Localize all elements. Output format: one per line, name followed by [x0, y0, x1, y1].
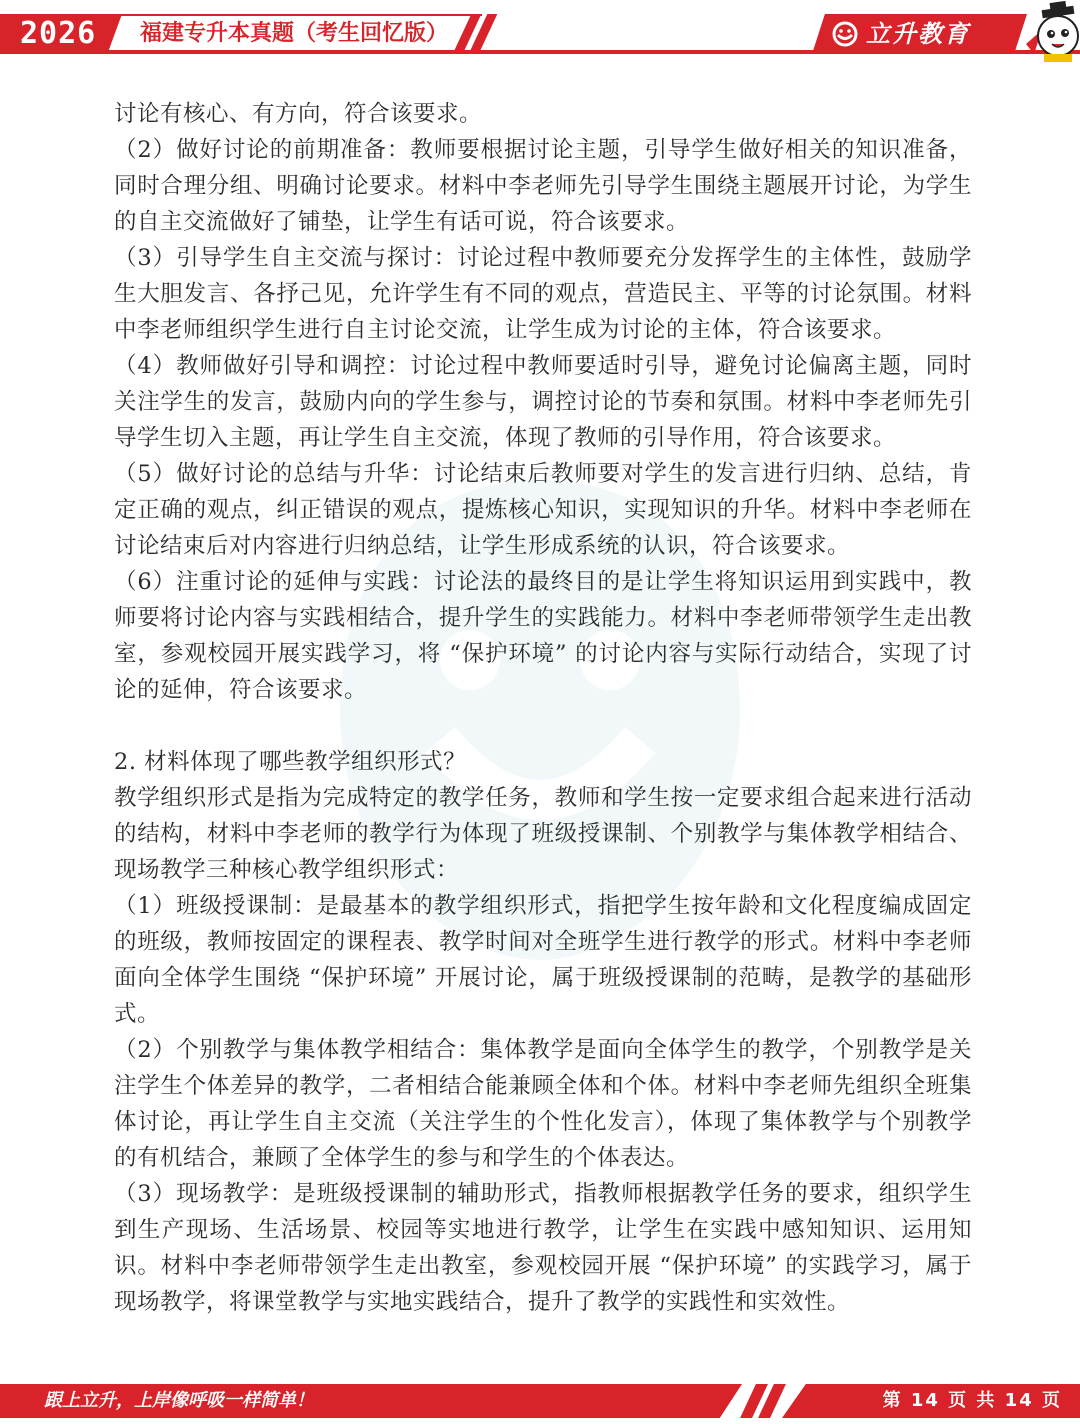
paragraph: 讨论有核心、有方向，符合该要求。	[114, 101, 483, 127]
paragraph: （2）个别教学与集体教学相结合：集体教学是面向全体学生的教学，个别教学是关注学生个体差异的教学，二者相结合能兼顾全体和个体。材料中李老师先组织全班集体讨论，再让学生自主交流（关注学生的个性化发言），体现了集体教学与个别教学的有机结合，兼顾了全体学生的参与和学生的个体表达。	[114, 1037, 972, 1171]
paragraph: （6）注重讨论的延伸与实践：讨论法的最终目的是让学生将知识运用到实践中，教师要将讨论内容与实践相结合，提升学生的实践能力。材料中李老师带领学生走出教室，参观校园开展实践学习，将 “保护环境” 的讨论内容与实际行动结合，实现了讨论的延伸，符合该要求。	[114, 569, 972, 703]
page-header	[0, 0, 1080, 70]
footer-slogan: 跟上立升，上岸像呼吸一样简单！	[44, 1390, 314, 1411]
mascot-icon	[1022, 0, 1080, 62]
header-year: 2026	[20, 16, 97, 51]
brand-logo-icon	[830, 19, 860, 49]
paragraph: （1）班级授课制：是最基本的教学组织形式，指把学生按年龄和文化程度编成固定的班级，教师按固定的课程表、教学时间对全班学生进行教学的形式。材料中李老师面向全体学生围绕 “保护环境” 开展讨论，属于班级授课制的范畴，是教学的基础形式。	[114, 893, 972, 1027]
document-body	[114, 96, 972, 1320]
page-footer	[0, 1380, 1080, 1424]
paragraph-spacer	[114, 708, 972, 744]
page-number: 第 14 页 共 14 页	[882, 1390, 1062, 1411]
paragraph: 教学组织形式是指为完成特定的教学任务，教师和学生按一定要求组合起来进行活动的结构，材料中李老师的教学行为体现了班级授课制、个别教学与集体教学相结合、现场教学三种核心教学组织形式：	[114, 785, 972, 883]
paragraph: （4）教师做好引导和调控：讨论过程中教师要适时引导，避免讨论偏离主题，同时关注学生的发言，鼓励内向的学生参与，调控讨论的节奏和氛围。材料中李老师先引导学生切入主题，再让学生自主交流，体现了教师的引导作用，符合该要求。	[114, 353, 972, 451]
question-heading: 2. 材料体现了哪些教学组织形式？	[114, 749, 467, 775]
paragraph: （5）做好讨论的总结与升华：讨论结束后教师要对学生的发言进行归纳、总结，肯定正确的观点，纠正错误的观点，提炼核心知识，实现知识的升华。材料中李老师在讨论结束后对内容进行归纳总结，让学生形成系统的认识，符合该要求。	[114, 461, 972, 559]
header-title: 福建专升本真题（考生回忆版）	[140, 21, 449, 46]
paragraph: （2）做好讨论的前期准备：教师要根据讨论主题，引导学生做好相关的知识准备，同时合理分组、明确讨论要求。材料中李老师先引导学生围绕主题展开讨论，为学生的自主交流做好了铺垫，让学生有话可说，符合该要求。	[114, 137, 972, 235]
paragraph: （3）现场教学：是班级授课制的辅助形式，指教师根据教学任务的要求，组织学生到生产现场、生活场景、校园等实地进行教学，让学生在实践中感知知识、运用知识。材料中李老师带领学生走出教室，参观校园开展 “保护环境” 的实践学习，属于现场教学，将课堂教学与实地实践结合，提升了教学的实践性和实效性。	[114, 1181, 972, 1315]
brand-name: 立升教育	[866, 20, 970, 48]
paragraph: （3）引导学生自主交流与探讨：讨论过程中教师要充分发挥学生的主体性，鼓励学生大胆发言、各抒己见，允许学生有不同的观点，营造民主、平等的讨论氛围。材料中李老师组织学生进行自主讨论交流，让学生成为讨论的主体，符合该要求。	[114, 245, 972, 343]
